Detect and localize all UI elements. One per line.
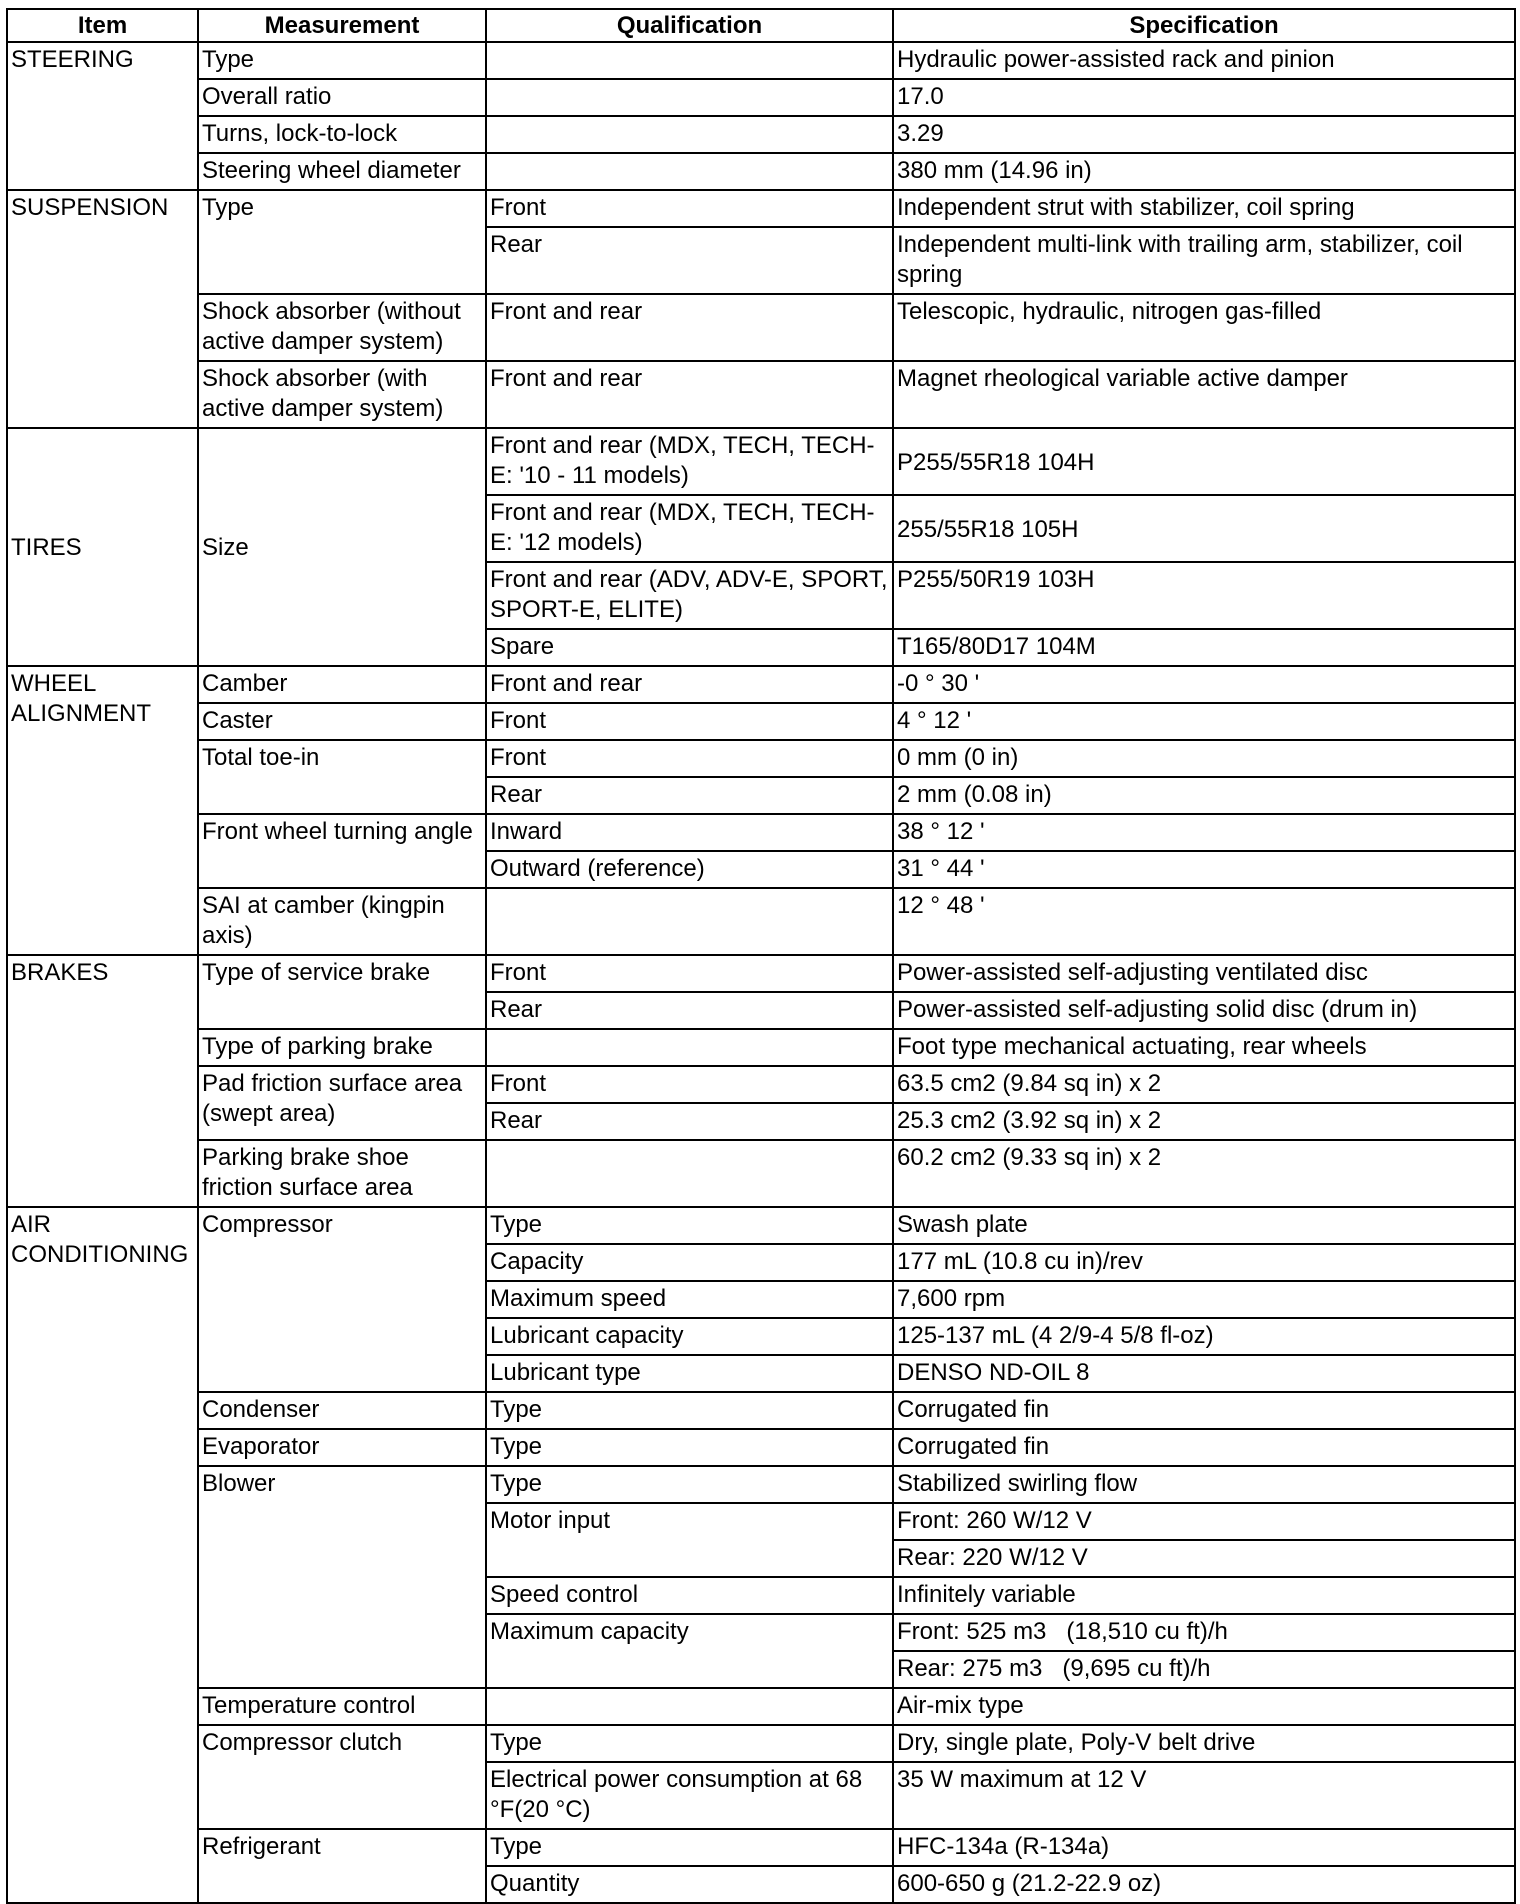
measurement-cell: Camber xyxy=(198,666,486,703)
qualification-cell xyxy=(486,42,893,79)
specification-cell: 63.5 cm2 (9.84 sq in) x 2 xyxy=(893,1066,1515,1103)
qualification-cell: Motor input xyxy=(486,1503,893,1577)
table-row xyxy=(7,294,1515,361)
measurement-cell: Shock absorber (with active damper system) xyxy=(198,361,486,428)
measurement-cell: Parking brake shoe friction surface area xyxy=(198,1140,486,1207)
qualification-cell xyxy=(486,1029,893,1066)
measurement-cell: Steering wheel diameter xyxy=(198,153,486,190)
measurement-cell: Temperature control xyxy=(198,1688,486,1725)
specification-cell: -0 ° 30 ' xyxy=(893,666,1515,703)
item-brakes: BRAKES xyxy=(7,955,198,1207)
specification-cell: 60.2 cm2 (9.33 sq in) x 2 xyxy=(893,1140,1515,1207)
qualification-cell: Lubricant capacity xyxy=(486,1318,893,1355)
qualification-cell: Front and rear xyxy=(486,666,893,703)
specification-cell: Hydraulic power-assisted rack and pinion xyxy=(893,42,1515,79)
specification-cell: 31 ° 44 ' xyxy=(893,851,1515,888)
qualification-cell: Type xyxy=(486,1429,893,1466)
qualification-cell: Front xyxy=(486,955,893,992)
header-item: Item xyxy=(7,9,198,42)
qualification-cell: Rear xyxy=(486,1103,893,1140)
specification-cell: 125-137 mL (4 2/9-4 5/8 fl-oz) xyxy=(893,1318,1515,1355)
specification-cell: 38 ° 12 ' xyxy=(893,814,1515,851)
item-steering: STEERING xyxy=(7,42,198,190)
qualification-cell: Front xyxy=(486,703,893,740)
specification-cell: 255/55R18 105H xyxy=(893,495,1515,562)
measurement-cell: Caster xyxy=(198,703,486,740)
qualification-cell: Type xyxy=(486,1392,893,1429)
specification-cell: P255/55R18 104H xyxy=(893,428,1515,495)
qualification-cell: Speed control xyxy=(486,1577,893,1614)
measurement-cell: Blower xyxy=(198,1466,486,1688)
specification-cell: 17.0 xyxy=(893,79,1515,116)
qualification-cell: Front and rear (MDX, TECH, TECH-E: '10 - 11 models) xyxy=(486,428,893,495)
header-row xyxy=(7,9,1515,42)
specification-cell: Independent multi-link with trailing arm, stabilizer, coil spring xyxy=(893,227,1515,294)
specification-cell: Air-mix type xyxy=(893,1688,1515,1725)
qualification-cell: Maximum capacity xyxy=(486,1614,893,1688)
measurement-cell: Type xyxy=(198,42,486,79)
qualification-cell xyxy=(486,1140,893,1207)
qualification-cell xyxy=(486,888,893,955)
qualification-cell: Inward xyxy=(486,814,893,851)
specification-cell: 177 mL (10.8 cu in)/rev xyxy=(893,1244,1515,1281)
measurement-cell: Compressor xyxy=(198,1207,486,1392)
qualification-cell: Rear xyxy=(486,992,893,1029)
item-suspension: SUSPENSION xyxy=(7,190,198,428)
qualification-cell: Front and rear xyxy=(486,361,893,428)
measurement-cell: Pad friction surface area (swept area) xyxy=(198,1066,486,1140)
item-tires: TIRES xyxy=(7,428,198,666)
table-row xyxy=(7,1392,1515,1429)
qualification-cell: Front xyxy=(486,190,893,227)
table-row xyxy=(7,1829,1515,1866)
table-row xyxy=(7,888,1515,955)
specification-cell: P255/50R19 103H xyxy=(893,562,1515,629)
specification-cell: 2 mm (0.08 in) xyxy=(893,777,1515,814)
specification-cell: 4 ° 12 ' xyxy=(893,703,1515,740)
specification-cell: 12 ° 48 ' xyxy=(893,888,1515,955)
specification-cell: Magnet rheological variable active damper xyxy=(893,361,1515,428)
measurement-cell: Compressor clutch xyxy=(198,1725,486,1829)
qualification-cell xyxy=(486,153,893,190)
measurement-cell: Refrigerant xyxy=(198,1829,486,1903)
specification-cell: Power-assisted self-adjusting solid disc (drum in) xyxy=(893,992,1515,1029)
table-row xyxy=(7,666,1515,703)
qualification-cell: Type xyxy=(486,1829,893,1866)
specification-cell: 380 mm (14.96 in) xyxy=(893,153,1515,190)
item-air-conditioning: AIR CONDITIONING xyxy=(7,1207,198,1903)
specification-cell: 600-650 g (21.2-22.9 oz) xyxy=(893,1866,1515,1903)
table-row xyxy=(7,428,1515,495)
table-row xyxy=(7,703,1515,740)
measurement-cell: Turns, lock-to-lock xyxy=(198,116,486,153)
measurement-cell: Shock absorber (without active damper system) xyxy=(198,294,486,361)
specifications-table xyxy=(6,8,1516,1904)
specification-cell: Rear: 275 m3 (9,695 cu ft)/h xyxy=(893,1651,1515,1688)
qualification-cell: Front and rear (ADV, ADV-E, SPORT, SPORT-E, ELITE) xyxy=(486,562,893,629)
table-row xyxy=(7,42,1515,79)
measurement-cell: Type of parking brake xyxy=(198,1029,486,1066)
table-row xyxy=(7,1429,1515,1466)
qualification-cell: Electrical power consumption at 68 °F(20 °C) xyxy=(486,1762,893,1829)
qualification-cell: Front xyxy=(486,740,893,777)
specification-cell: DENSO ND-OIL 8 xyxy=(893,1355,1515,1392)
table-row xyxy=(7,116,1515,153)
specification-cell: 3.29 xyxy=(893,116,1515,153)
specification-cell: Corrugated fin xyxy=(893,1429,1515,1466)
specification-cell: Front: 525 m3 (18,510 cu ft)/h xyxy=(893,1614,1515,1651)
qualification-cell: Spare xyxy=(486,629,893,666)
specification-cell: Power-assisted self-adjusting ventilated disc xyxy=(893,955,1515,992)
table-row xyxy=(7,1207,1515,1244)
qualification-cell xyxy=(486,1688,893,1725)
table-row xyxy=(7,740,1515,777)
specification-cell: Corrugated fin xyxy=(893,1392,1515,1429)
specification-cell: Foot type mechanical actuating, rear wheels xyxy=(893,1029,1515,1066)
specification-cell: HFC-134a (R-134a) xyxy=(893,1829,1515,1866)
table-row xyxy=(7,1688,1515,1725)
qualification-cell: Type xyxy=(486,1207,893,1244)
table-row xyxy=(7,1029,1515,1066)
measurement-cell: Overall ratio xyxy=(198,79,486,116)
measurement-cell: Condenser xyxy=(198,1392,486,1429)
specification-cell: Swash plate xyxy=(893,1207,1515,1244)
qualification-cell: Outward (reference) xyxy=(486,851,893,888)
specification-cell: T165/80D17 104M xyxy=(893,629,1515,666)
qualification-cell: Rear xyxy=(486,777,893,814)
qualification-cell: Rear xyxy=(486,227,893,294)
table-row xyxy=(7,1140,1515,1207)
item-wheel-alignment: WHEEL ALIGNMENT xyxy=(7,666,198,955)
specification-cell: 35 W maximum at 12 V xyxy=(893,1762,1515,1829)
qualification-cell: Capacity xyxy=(486,1244,893,1281)
specification-cell: Rear: 220 W/12 V xyxy=(893,1540,1515,1577)
table-row xyxy=(7,361,1515,428)
table-row xyxy=(7,79,1515,116)
qualification-cell xyxy=(486,116,893,153)
header-measurement: Measurement xyxy=(198,9,486,42)
specification-cell: Independent strut with stabilizer, coil spring xyxy=(893,190,1515,227)
measurement-cell: Type xyxy=(198,190,486,294)
measurement-cell: SAI at camber (kingpin axis) xyxy=(198,888,486,955)
header-qualification: Qualification xyxy=(486,9,893,42)
specification-cell: Telescopic, hydraulic, nitrogen gas-filled xyxy=(893,294,1515,361)
table-row xyxy=(7,955,1515,992)
specification-cell: Stabilized swirling flow xyxy=(893,1466,1515,1503)
qualification-cell: Type xyxy=(486,1466,893,1503)
specification-cell: Dry, single plate, Poly-V belt drive xyxy=(893,1725,1515,1762)
measurement-cell: Type of service brake xyxy=(198,955,486,1029)
qualification-cell: Front xyxy=(486,1066,893,1103)
specification-cell: Front: 260 W/12 V xyxy=(893,1503,1515,1540)
specification-cell: 25.3 cm2 (3.92 sq in) x 2 xyxy=(893,1103,1515,1140)
table-row xyxy=(7,1066,1515,1103)
specification-cell: 7,600 rpm xyxy=(893,1281,1515,1318)
qualification-cell: Lubricant type xyxy=(486,1355,893,1392)
qualification-cell xyxy=(486,79,893,116)
qualification-cell: Front and rear (MDX, TECH, TECH-E: '12 models) xyxy=(486,495,893,562)
table-row xyxy=(7,153,1515,190)
measurement-cell: Front wheel turning angle xyxy=(198,814,486,888)
measurement-cell: Size xyxy=(198,428,486,666)
measurement-cell: Total toe-in xyxy=(198,740,486,814)
qualification-cell: Maximum speed xyxy=(486,1281,893,1318)
qualification-cell: Front and rear xyxy=(486,294,893,361)
specification-cell: 0 mm (0 in) xyxy=(893,740,1515,777)
table-row xyxy=(7,1725,1515,1762)
qualification-cell: Type xyxy=(486,1725,893,1762)
header-specification: Specification xyxy=(893,9,1515,42)
measurement-cell: Evaporator xyxy=(198,1429,486,1466)
specification-cell: Infinitely variable xyxy=(893,1577,1515,1614)
table-row xyxy=(7,190,1515,227)
qualification-cell: Quantity xyxy=(486,1866,893,1903)
table-row xyxy=(7,814,1515,851)
table-row xyxy=(7,1466,1515,1503)
